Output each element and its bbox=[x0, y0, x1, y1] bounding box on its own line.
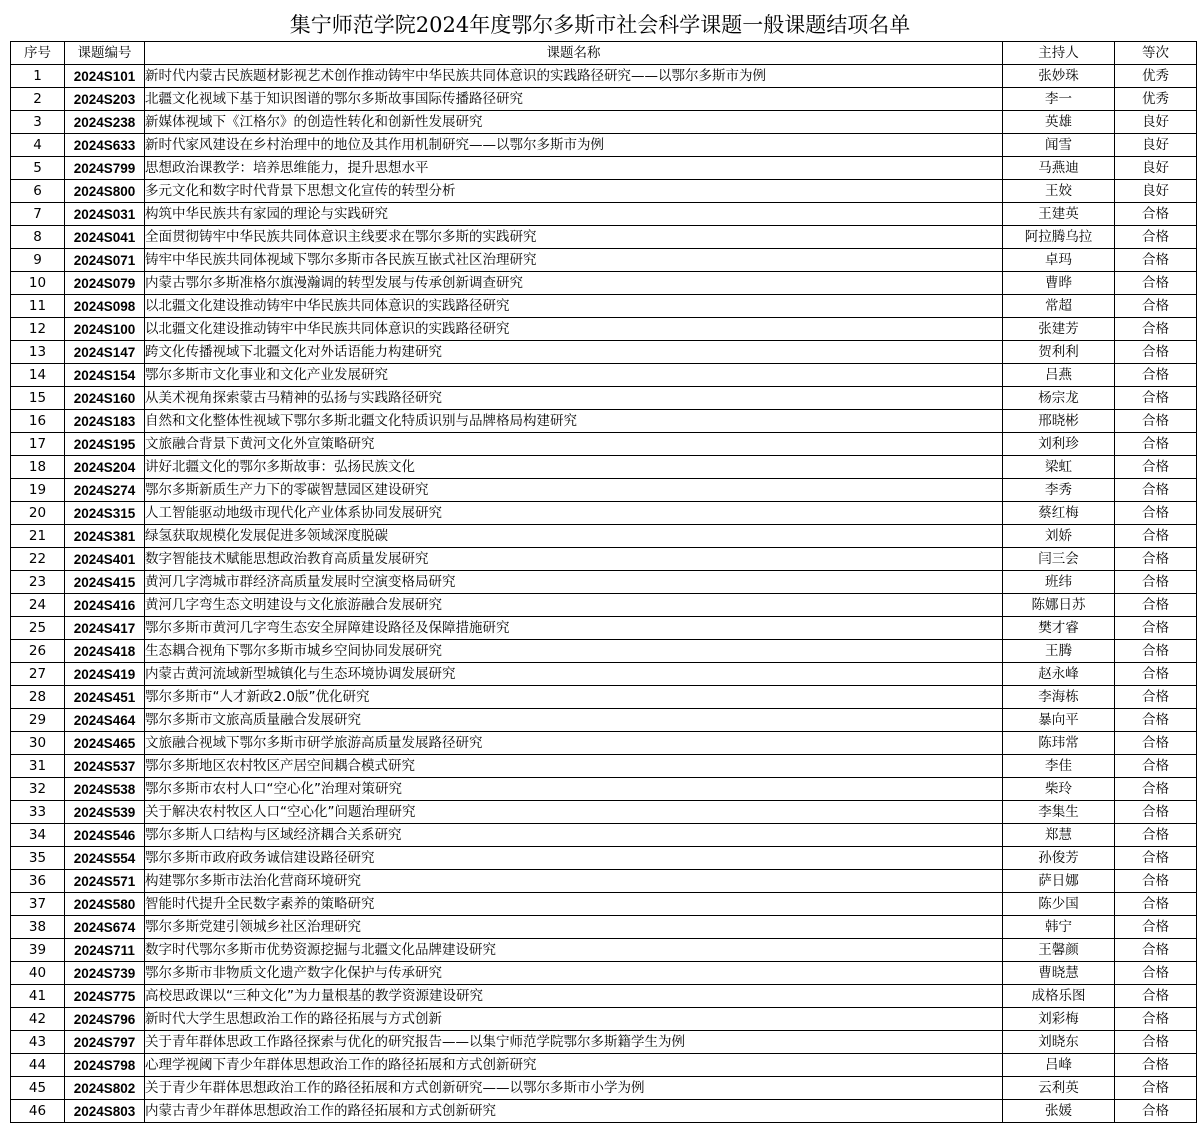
project-table bbox=[10, 41, 1197, 1123]
serial-number-cell: 2 bbox=[11, 88, 65, 111]
project-name-cell: 构筑中华民族共有家园的理论与实践研究 bbox=[145, 203, 1003, 226]
project-code-cell: 2024S633 bbox=[65, 134, 145, 157]
host-cell: 杨宗龙 bbox=[1003, 387, 1115, 410]
project-code-cell: 2024S797 bbox=[65, 1031, 145, 1054]
grade-cell: 合格 bbox=[1115, 1100, 1197, 1123]
grade-cell: 合格 bbox=[1115, 525, 1197, 548]
host-cell: 李秀 bbox=[1003, 479, 1115, 502]
project-name-cell: 讲好北疆文化的鄂尔多斯故事：弘扬民族文化 bbox=[145, 456, 1003, 479]
project-code-cell: 2024S465 bbox=[65, 732, 145, 755]
host-cell: 刘娇 bbox=[1003, 525, 1115, 548]
project-name-cell: 鄂尔多斯市农村人口“空心化”治理对策研究 bbox=[145, 778, 1003, 801]
host-cell: 樊才睿 bbox=[1003, 617, 1115, 640]
table-row bbox=[11, 870, 1197, 893]
project-name-cell: 高校思政课以“三种文化”为力量根基的教学资源建设研究 bbox=[145, 985, 1003, 1008]
grade-cell: 合格 bbox=[1115, 318, 1197, 341]
host-cell: 郑慧 bbox=[1003, 824, 1115, 847]
table-row bbox=[11, 180, 1197, 203]
serial-number-cell: 13 bbox=[11, 341, 65, 364]
host-cell: 蔡红梅 bbox=[1003, 502, 1115, 525]
serial-number-cell: 41 bbox=[11, 985, 65, 1008]
project-name-cell: 关于青年群体思政工作路径探索与优化的研究报告——以集宁师范学院鄂尔多斯籍学生为例 bbox=[145, 1031, 1003, 1054]
host-cell: 王建英 bbox=[1003, 203, 1115, 226]
serial-number-cell: 27 bbox=[11, 663, 65, 686]
project-code-cell: 2024S803 bbox=[65, 1100, 145, 1123]
table-row bbox=[11, 640, 1197, 663]
table-row bbox=[11, 594, 1197, 617]
project-code-cell: 2024S580 bbox=[65, 893, 145, 916]
host-cell: 张建芳 bbox=[1003, 318, 1115, 341]
project-code-cell: 2024S183 bbox=[65, 410, 145, 433]
host-cell: 英雄 bbox=[1003, 111, 1115, 134]
serial-number-cell: 44 bbox=[11, 1054, 65, 1077]
serial-number-cell: 7 bbox=[11, 203, 65, 226]
project-name-cell: 全面贯彻铸牢中华民族共同体意识主线要求在鄂尔多斯的实践研究 bbox=[145, 226, 1003, 249]
serial-number-cell: 35 bbox=[11, 847, 65, 870]
grade-cell: 合格 bbox=[1115, 410, 1197, 433]
table-row bbox=[11, 709, 1197, 732]
table-row bbox=[11, 203, 1197, 226]
grade-cell: 合格 bbox=[1115, 824, 1197, 847]
project-name-cell: 跨文化传播视域下北疆文化对外话语能力构建研究 bbox=[145, 341, 1003, 364]
table-row bbox=[11, 456, 1197, 479]
host-cell: 韩宁 bbox=[1003, 916, 1115, 939]
document-title: 集宁师范学院2024年度鄂尔多斯市社会科学课题一般课题结项名单 bbox=[289, 13, 911, 37]
grade-cell: 合格 bbox=[1115, 801, 1197, 824]
grade-cell: 合格 bbox=[1115, 962, 1197, 985]
serial-number-cell: 21 bbox=[11, 525, 65, 548]
serial-number-cell: 18 bbox=[11, 456, 65, 479]
serial-number-cell: 24 bbox=[11, 594, 65, 617]
project-code-cell: 2024S204 bbox=[65, 456, 145, 479]
table-row bbox=[11, 617, 1197, 640]
project-name-cell: 构建鄂尔多斯市法治化营商环境研究 bbox=[145, 870, 1003, 893]
grade-cell: 合格 bbox=[1115, 916, 1197, 939]
host-cell: 吕燕 bbox=[1003, 364, 1115, 387]
host-cell: 贺利利 bbox=[1003, 341, 1115, 364]
grade-cell: 合格 bbox=[1115, 1008, 1197, 1031]
serial-number-cell: 36 bbox=[11, 870, 65, 893]
host-cell: 张妙珠 bbox=[1003, 65, 1115, 88]
project-name-cell: 鄂尔多斯市文化事业和文化产业发展研究 bbox=[145, 364, 1003, 387]
project-code-cell: 2024S147 bbox=[65, 341, 145, 364]
grade-cell: 合格 bbox=[1115, 755, 1197, 778]
host-cell: 班纬 bbox=[1003, 571, 1115, 594]
grade-cell: 合格 bbox=[1115, 479, 1197, 502]
serial-number-cell: 16 bbox=[11, 410, 65, 433]
grade-cell: 合格 bbox=[1115, 594, 1197, 617]
table-row bbox=[11, 1008, 1197, 1031]
serial-number-cell: 38 bbox=[11, 916, 65, 939]
grade-cell: 合格 bbox=[1115, 778, 1197, 801]
grade-cell: 合格 bbox=[1115, 249, 1197, 272]
header-project-name: 课题名称 bbox=[145, 42, 1003, 65]
project-name-cell: 思想政治课教学：培养思维能力，提升思想水平 bbox=[145, 157, 1003, 180]
project-code-cell: 2024S796 bbox=[65, 1008, 145, 1031]
project-code-cell: 2024S464 bbox=[65, 709, 145, 732]
serial-number-cell: 1 bbox=[11, 65, 65, 88]
project-name-cell: 内蒙古黄河流域新型城镇化与生态环境协调发展研究 bbox=[145, 663, 1003, 686]
host-cell: 张媛 bbox=[1003, 1100, 1115, 1123]
serial-number-cell: 4 bbox=[11, 134, 65, 157]
grade-cell: 合格 bbox=[1115, 364, 1197, 387]
table-row bbox=[11, 1031, 1197, 1054]
serial-number-cell: 45 bbox=[11, 1077, 65, 1100]
serial-number-cell: 37 bbox=[11, 893, 65, 916]
host-cell: 曹晔 bbox=[1003, 272, 1115, 295]
host-cell: 陈玮常 bbox=[1003, 732, 1115, 755]
grade-cell: 合格 bbox=[1115, 341, 1197, 364]
table-row bbox=[11, 318, 1197, 341]
host-cell: 卓玛 bbox=[1003, 249, 1115, 272]
project-name-cell: 数字时代鄂尔多斯市优势资源挖掘与北疆文化品牌建设研究 bbox=[145, 939, 1003, 962]
serial-number-cell: 20 bbox=[11, 502, 65, 525]
serial-number-cell: 5 bbox=[11, 157, 65, 180]
table-row bbox=[11, 479, 1197, 502]
project-name-cell: 铸牢中华民族共同体视域下鄂尔多斯市各民族互嵌式社区治理研究 bbox=[145, 249, 1003, 272]
project-name-cell: 北疆文化视域下基于知识图谱的鄂尔多斯故事国际传播路径研究 bbox=[145, 88, 1003, 111]
table-row bbox=[11, 410, 1197, 433]
project-code-cell: 2024S274 bbox=[65, 479, 145, 502]
serial-number-cell: 10 bbox=[11, 272, 65, 295]
host-cell: 陈娜日苏 bbox=[1003, 594, 1115, 617]
table-header-row bbox=[11, 42, 1197, 65]
header-grade: 等次 bbox=[1115, 42, 1197, 65]
project-code-cell: 2024S419 bbox=[65, 663, 145, 686]
project-name-cell: 新时代大学生思想政治工作的路径拓展与方式创新 bbox=[145, 1008, 1003, 1031]
table-row bbox=[11, 249, 1197, 272]
host-cell: 王腾 bbox=[1003, 640, 1115, 663]
host-cell: 闫三会 bbox=[1003, 548, 1115, 571]
header-project-code: 课题编号 bbox=[65, 42, 145, 65]
project-name-cell: 鄂尔多斯人口结构与区域经济耦合关系研究 bbox=[145, 824, 1003, 847]
project-code-cell: 2024S401 bbox=[65, 548, 145, 571]
grade-cell: 良好 bbox=[1115, 180, 1197, 203]
project-code-cell: 2024S739 bbox=[65, 962, 145, 985]
project-code-cell: 2024S315 bbox=[65, 502, 145, 525]
project-code-cell: 2024S100 bbox=[65, 318, 145, 341]
table-row bbox=[11, 295, 1197, 318]
table-row bbox=[11, 111, 1197, 134]
project-code-cell: 2024S160 bbox=[65, 387, 145, 410]
project-name-cell: 鄂尔多斯新质生产力下的零碳智慧园区建设研究 bbox=[145, 479, 1003, 502]
project-code-cell: 2024S546 bbox=[65, 824, 145, 847]
project-name-cell: 生态耦合视角下鄂尔多斯市城乡空间协同发展研究 bbox=[145, 640, 1003, 663]
grade-cell: 合格 bbox=[1115, 548, 1197, 571]
project-code-cell: 2024S071 bbox=[65, 249, 145, 272]
table-row bbox=[11, 916, 1197, 939]
grade-cell: 合格 bbox=[1115, 893, 1197, 916]
project-name-cell: 内蒙古青少年群体思想政治工作的路径拓展和方式创新研究 bbox=[145, 1100, 1003, 1123]
project-code-cell: 2024S800 bbox=[65, 180, 145, 203]
project-code-cell: 2024S098 bbox=[65, 295, 145, 318]
grade-cell: 良好 bbox=[1115, 134, 1197, 157]
host-cell: 成格乐图 bbox=[1003, 985, 1115, 1008]
host-cell: 刘晓东 bbox=[1003, 1031, 1115, 1054]
table-row bbox=[11, 88, 1197, 111]
grade-cell: 合格 bbox=[1115, 226, 1197, 249]
table-row bbox=[11, 1100, 1197, 1123]
grade-cell: 优秀 bbox=[1115, 65, 1197, 88]
serial-number-cell: 31 bbox=[11, 755, 65, 778]
project-code-cell: 2024S416 bbox=[65, 594, 145, 617]
project-name-cell: 鄂尔多斯市政府政务诚信建设路径研究 bbox=[145, 847, 1003, 870]
table-row bbox=[11, 686, 1197, 709]
project-name-cell: 新时代内蒙古民族题材影视艺术创作推动铸牢中华民族共同体意识的实践路径研究——以鄂尔多斯市为例 bbox=[145, 65, 1003, 88]
project-name-cell: 自然和文化整体性视域下鄂尔多斯北疆文化特质识别与品牌格局构建研究 bbox=[145, 410, 1003, 433]
serial-number-cell: 30 bbox=[11, 732, 65, 755]
grade-cell: 合格 bbox=[1115, 686, 1197, 709]
table-row bbox=[11, 1054, 1197, 1077]
grade-cell: 合格 bbox=[1115, 433, 1197, 456]
host-cell: 李佳 bbox=[1003, 755, 1115, 778]
project-code-cell: 2024S539 bbox=[65, 801, 145, 824]
table-row bbox=[11, 525, 1197, 548]
host-cell: 王姣 bbox=[1003, 180, 1115, 203]
table-row bbox=[11, 134, 1197, 157]
table-row bbox=[11, 732, 1197, 755]
serial-number-cell: 46 bbox=[11, 1100, 65, 1123]
grade-cell: 优秀 bbox=[1115, 88, 1197, 111]
project-name-cell: 鄂尔多斯党建引领城乡社区治理研究 bbox=[145, 916, 1003, 939]
project-name-cell: 黄河几字弯生态文明建设与文化旅游融合发展研究 bbox=[145, 594, 1003, 617]
project-code-cell: 2024S418 bbox=[65, 640, 145, 663]
grade-cell: 良好 bbox=[1115, 111, 1197, 134]
host-cell: 王馨颜 bbox=[1003, 939, 1115, 962]
host-cell: 马燕迪 bbox=[1003, 157, 1115, 180]
host-cell: 孙俊芳 bbox=[1003, 847, 1115, 870]
host-cell: 李集生 bbox=[1003, 801, 1115, 824]
host-cell: 刘彩梅 bbox=[1003, 1008, 1115, 1031]
project-name-cell: 鄂尔多斯市“人才新政2.0版”优化研究 bbox=[145, 686, 1003, 709]
host-cell: 曹晓慧 bbox=[1003, 962, 1115, 985]
host-cell: 闻雪 bbox=[1003, 134, 1115, 157]
project-code-cell: 2024S079 bbox=[65, 272, 145, 295]
host-cell: 萨日娜 bbox=[1003, 870, 1115, 893]
grade-cell: 合格 bbox=[1115, 456, 1197, 479]
serial-number-cell: 8 bbox=[11, 226, 65, 249]
host-cell: 李海栋 bbox=[1003, 686, 1115, 709]
grade-cell: 合格 bbox=[1115, 295, 1197, 318]
grade-cell: 合格 bbox=[1115, 870, 1197, 893]
serial-number-cell: 42 bbox=[11, 1008, 65, 1031]
project-name-cell: 鄂尔多斯市黄河几字弯生态安全屏障建设路径及保障措施研究 bbox=[145, 617, 1003, 640]
grade-cell: 合格 bbox=[1115, 640, 1197, 663]
project-name-cell: 文旅融合视域下鄂尔多斯市研学旅游高质量发展路径研究 bbox=[145, 732, 1003, 755]
project-name-cell: 以北疆文化建设推动铸牢中华民族共同体意识的实践路径研究 bbox=[145, 318, 1003, 341]
grade-cell: 合格 bbox=[1115, 732, 1197, 755]
serial-number-cell: 26 bbox=[11, 640, 65, 663]
serial-number-cell: 6 bbox=[11, 180, 65, 203]
grade-cell: 合格 bbox=[1115, 387, 1197, 410]
grade-cell: 合格 bbox=[1115, 709, 1197, 732]
host-cell: 刘利珍 bbox=[1003, 433, 1115, 456]
project-name-cell: 智能时代提升全民数字素养的策略研究 bbox=[145, 893, 1003, 916]
table-row bbox=[11, 893, 1197, 916]
serial-number-cell: 9 bbox=[11, 249, 65, 272]
serial-number-cell: 25 bbox=[11, 617, 65, 640]
host-cell: 梁虹 bbox=[1003, 456, 1115, 479]
grade-cell: 合格 bbox=[1115, 1031, 1197, 1054]
project-name-cell: 关于青少年群体思想政治工作的路径拓展和方式创新研究——以鄂尔多斯市小学为例 bbox=[145, 1077, 1003, 1100]
table-row bbox=[11, 962, 1197, 985]
header-serial-number: 序号 bbox=[11, 42, 65, 65]
serial-number-cell: 22 bbox=[11, 548, 65, 571]
serial-number-cell: 39 bbox=[11, 939, 65, 962]
project-code-cell: 2024S154 bbox=[65, 364, 145, 387]
table-row bbox=[11, 65, 1197, 88]
grade-cell: 合格 bbox=[1115, 203, 1197, 226]
project-name-cell: 鄂尔多斯市非物质文化遗产数字化保护与传承研究 bbox=[145, 962, 1003, 985]
host-cell: 云利英 bbox=[1003, 1077, 1115, 1100]
project-name-cell: 以北疆文化建设推动铸牢中华民族共同体意识的实践路径研究 bbox=[145, 295, 1003, 318]
project-code-cell: 2024S775 bbox=[65, 985, 145, 1008]
serial-number-cell: 32 bbox=[11, 778, 65, 801]
project-name-cell: 多元文化和数字时代背景下思想文化宣传的转型分析 bbox=[145, 180, 1003, 203]
serial-number-cell: 15 bbox=[11, 387, 65, 410]
table-row bbox=[11, 985, 1197, 1008]
serial-number-cell: 33 bbox=[11, 801, 65, 824]
project-code-cell: 2024S417 bbox=[65, 617, 145, 640]
project-name-cell: 从美术视角探索蒙古马精神的弘扬与实践路径研究 bbox=[145, 387, 1003, 410]
serial-number-cell: 11 bbox=[11, 295, 65, 318]
host-cell: 暴向平 bbox=[1003, 709, 1115, 732]
table-row bbox=[11, 341, 1197, 364]
serial-number-cell: 12 bbox=[11, 318, 65, 341]
grade-cell: 合格 bbox=[1115, 985, 1197, 1008]
table-row bbox=[11, 364, 1197, 387]
table-row bbox=[11, 502, 1197, 525]
table-row bbox=[11, 571, 1197, 594]
host-cell: 邢晓彬 bbox=[1003, 410, 1115, 433]
serial-number-cell: 34 bbox=[11, 824, 65, 847]
host-cell: 柴玲 bbox=[1003, 778, 1115, 801]
table-row bbox=[11, 1077, 1197, 1100]
host-cell: 李一 bbox=[1003, 88, 1115, 111]
project-code-cell: 2024S041 bbox=[65, 226, 145, 249]
project-name-cell: 关于解决农村牧区人口“空心化”问题治理研究 bbox=[145, 801, 1003, 824]
project-name-cell: 新时代家风建设在乡村治理中的地位及其作用机制研究——以鄂尔多斯市为例 bbox=[145, 134, 1003, 157]
project-code-cell: 2024S451 bbox=[65, 686, 145, 709]
grade-cell: 合格 bbox=[1115, 663, 1197, 686]
table-row bbox=[11, 157, 1197, 180]
project-code-cell: 2024S415 bbox=[65, 571, 145, 594]
project-name-cell: 文旅融合背景下黄河文化外宣策略研究 bbox=[145, 433, 1003, 456]
project-name-cell: 鄂尔多斯市文旅高质量融合发展研究 bbox=[145, 709, 1003, 732]
table-row bbox=[11, 272, 1197, 295]
table-row bbox=[11, 755, 1197, 778]
table-row bbox=[11, 801, 1197, 824]
table-row bbox=[11, 778, 1197, 801]
project-name-cell: 心理学视阈下青少年群体思想政治工作的路径拓展和方式创新研究 bbox=[145, 1054, 1003, 1077]
serial-number-cell: 23 bbox=[11, 571, 65, 594]
grade-cell: 合格 bbox=[1115, 617, 1197, 640]
table-row bbox=[11, 387, 1197, 410]
project-code-cell: 2024S799 bbox=[65, 157, 145, 180]
table-row bbox=[11, 548, 1197, 571]
project-name-cell: 黄河几字湾城市群经济高质量发展时空演变格局研究 bbox=[145, 571, 1003, 594]
project-name-cell: 新媒体视域下《江格尔》的创造性转化和创新性发展研究 bbox=[145, 111, 1003, 134]
table-row bbox=[11, 433, 1197, 456]
table-row bbox=[11, 847, 1197, 870]
project-name-cell: 人工智能驱动地级市现代化产业体系协同发展研究 bbox=[145, 502, 1003, 525]
grade-cell: 合格 bbox=[1115, 272, 1197, 295]
table-row bbox=[11, 226, 1197, 249]
header-host: 主持人 bbox=[1003, 42, 1115, 65]
project-code-cell: 2024S674 bbox=[65, 916, 145, 939]
host-cell: 陈少国 bbox=[1003, 893, 1115, 916]
grade-cell: 合格 bbox=[1115, 939, 1197, 962]
serial-number-cell: 17 bbox=[11, 433, 65, 456]
table-row bbox=[11, 939, 1197, 962]
host-cell: 吕峰 bbox=[1003, 1054, 1115, 1077]
project-code-cell: 2024S381 bbox=[65, 525, 145, 548]
project-code-cell: 2024S537 bbox=[65, 755, 145, 778]
project-code-cell: 2024S571 bbox=[65, 870, 145, 893]
serial-number-cell: 14 bbox=[11, 364, 65, 387]
project-code-cell: 2024S031 bbox=[65, 203, 145, 226]
grade-cell: 合格 bbox=[1115, 502, 1197, 525]
project-code-cell: 2024S554 bbox=[65, 847, 145, 870]
host-cell: 阿拉腾乌拉 bbox=[1003, 226, 1115, 249]
project-code-cell: 2024S802 bbox=[65, 1077, 145, 1100]
project-code-cell: 2024S203 bbox=[65, 88, 145, 111]
table-row bbox=[11, 663, 1197, 686]
serial-number-cell: 40 bbox=[11, 962, 65, 985]
project-name-cell: 数字智能技术赋能思想政治教育高质量发展研究 bbox=[145, 548, 1003, 571]
project-code-cell: 2024S538 bbox=[65, 778, 145, 801]
serial-number-cell: 29 bbox=[11, 709, 65, 732]
project-code-cell: 2024S798 bbox=[65, 1054, 145, 1077]
host-cell: 常超 bbox=[1003, 295, 1115, 318]
project-code-cell: 2024S711 bbox=[65, 939, 145, 962]
table-row bbox=[11, 824, 1197, 847]
project-name-cell: 内蒙古鄂尔多斯准格尔旗漫瀚调的转型发展与传承创新调查研究 bbox=[145, 272, 1003, 295]
serial-number-cell: 43 bbox=[11, 1031, 65, 1054]
grade-cell: 合格 bbox=[1115, 1054, 1197, 1077]
serial-number-cell: 28 bbox=[11, 686, 65, 709]
grade-cell: 良好 bbox=[1115, 157, 1197, 180]
project-name-cell: 绿氢获取规模化发展促进多领域深度脱碳 bbox=[145, 525, 1003, 548]
grade-cell: 合格 bbox=[1115, 571, 1197, 594]
project-code-cell: 2024S101 bbox=[65, 65, 145, 88]
serial-number-cell: 19 bbox=[11, 479, 65, 502]
project-code-cell: 2024S238 bbox=[65, 111, 145, 134]
project-code-cell: 2024S195 bbox=[65, 433, 145, 456]
host-cell: 赵永峰 bbox=[1003, 663, 1115, 686]
grade-cell: 合格 bbox=[1115, 847, 1197, 870]
grade-cell: 合格 bbox=[1115, 1077, 1197, 1100]
serial-number-cell: 3 bbox=[11, 111, 65, 134]
project-name-cell: 鄂尔多斯地区农村牧区产居空间耦合模式研究 bbox=[145, 755, 1003, 778]
